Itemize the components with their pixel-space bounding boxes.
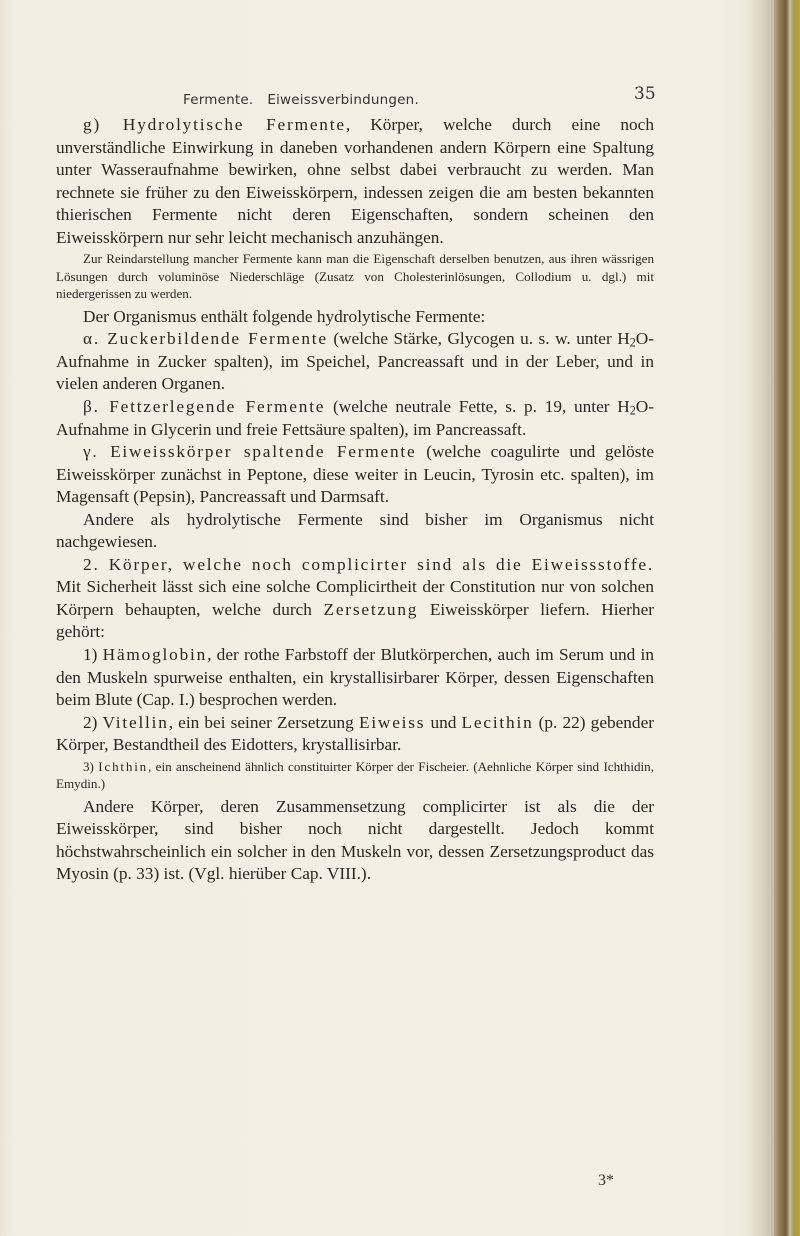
subscript: 2 [629,403,636,418]
text-run: 2) [83,712,103,732]
text-run: Eiweisskörper liefern. Hierher gehört: [56,599,654,642]
spaced-term: β. Fettzerlegende Fermente [83,396,326,416]
spaced-term: Hämoglobin [102,644,208,664]
paragraph-p7 [56,509,654,554]
spaced-term: Ichthin [98,758,148,774]
spaced-term: Vitellin [102,712,169,732]
paragraph-p1 [56,114,654,249]
subscript: 2 [629,335,636,350]
spaced-term: Lecithin [461,712,534,732]
text-run: , ein anscheinend ähnlich constituirter Körper der Fischeier. (Aehnliche Körper sind Ichthidin, Emydin.) [56,758,654,792]
spaced-term: g) Hydrolytische Fermente [83,115,346,134]
text-run: Der Organismus enthält folgende hydrolytische Fermente: [83,306,486,326]
paragraph-p3 [56,306,654,329]
page-number: 35 [634,84,656,104]
paragraph-p2 [56,250,654,303]
text-run: und [425,712,462,732]
spaced-term: Eiweiss [358,712,426,732]
text-run: 1) [83,644,103,664]
text-run: (welche coagulirte und gelöste Eiweisskörper zunächst in Peptone, diese weiter in Leucin, Tyrosin etc. spalten), im Magensaft (Pepsin), Pancreassaft und Darmsaft. [56,442,654,507]
text-run: , Körper, welche durch eine noch unverständliche Einwirkung in daneben vorhandenen andern Körpern eine Spaltung unter Wasseraufnahme bewirken, ohne selbst dabei verbraucht zu werden. Man rechnete sie früher zu den Eiweisskörpern, indessen zeigen die am besten bekannten thierischen Fermente nicht deren Eigenschaften, sondern scheinen den Eiweisskörpern nur sehr leicht mechanisch anzuhängen. [56,115,654,247]
text-run: O-Aufnahme in Zucker spalten), im Speichel, Pancreassaft und in der Leber, und in vielen anderen Organen. [56,329,655,394]
text-run: O-Aufnahme in Glycerin und freie Fettsäure spalten), im Pancreassaft. [56,396,655,439]
text-run: (p. 22) gebender Körper, Bestandtheil des Eidotters, krystallisirbar. [56,712,655,755]
body-text [56,114,654,886]
paragraph-p8 [56,554,654,644]
running-head [183,92,419,108]
paragraph-p10 [56,712,654,757]
spaced-term: Zersetzung [323,599,419,619]
text-run: (welche Stärke, Glycogen u. s. w. unter H [327,329,630,349]
running-head-left: Fermente. [183,92,254,108]
paragraph-p6 [56,441,654,509]
paragraph-p11 [56,758,654,793]
text-run: 3) [83,758,99,774]
signature-mark: 3* [598,1172,614,1189]
book-binding-edge [774,0,800,1236]
text-run: Zur Reindarstellung mancher Fermente kann man die Eigenschaft derselben benutzen, aus ihren wässrigen Lösungen durch voluminöse Niederschläge (Zusatz von Cholesterinlösungen, Collodium u. dgl.) mit niedergerissen zu werden. [56,251,654,302]
text-run: Andere als hydrolytische Fermente sind bisher im Organismus nicht nachgewiesen. [56,509,654,552]
spaced-term: α. Zuckerbildende Fermente [83,329,328,349]
binding-shadow [744,0,774,1236]
text-run: , ein bei seiner Zersetzung [168,712,359,732]
text-run: Andere Körper, deren Zusammensetzung complicirter ist als die der Eiweisskörper, sind bisher noch nicht dargestellt. Jedoch kommt höchstwahrscheinlich ein solcher in den Muskeln vor, dessen Zersetzungsproduct das Myosin (p. 33) ist. (Vgl. hierüber Cap. VIII.). [56,796,654,884]
text-run: Mit Sicherheit lässt sich eine solche Complicirtheit der Constitution nur von solchen Körpern behaupten, welche durch [56,577,654,619]
text-run: , der rothe Farbstoff der Blutkörperchen, auch im Serum und in den Muskeln spurweise enthalten, ein krystallisirbarer Körper, dessen Eigenschaften beim Blute (Cap. I.) besprochen werden. [56,644,654,710]
paragraph-p9 [56,644,654,712]
running-head-right: Eiweissverbindungen. [267,92,419,108]
paragraph-p12 [56,796,654,886]
spaced-term: 2. Körper, welche noch complicirter sind als die Eiweissstoffe. [83,554,654,574]
text-run: (welche neutrale Fette, s. p. 19, unter H [325,396,630,416]
paragraph-p5 [56,396,654,441]
paragraph-p4 [56,328,654,396]
spaced-term: γ. Eiweisskörper spaltende Fermente [83,442,417,462]
